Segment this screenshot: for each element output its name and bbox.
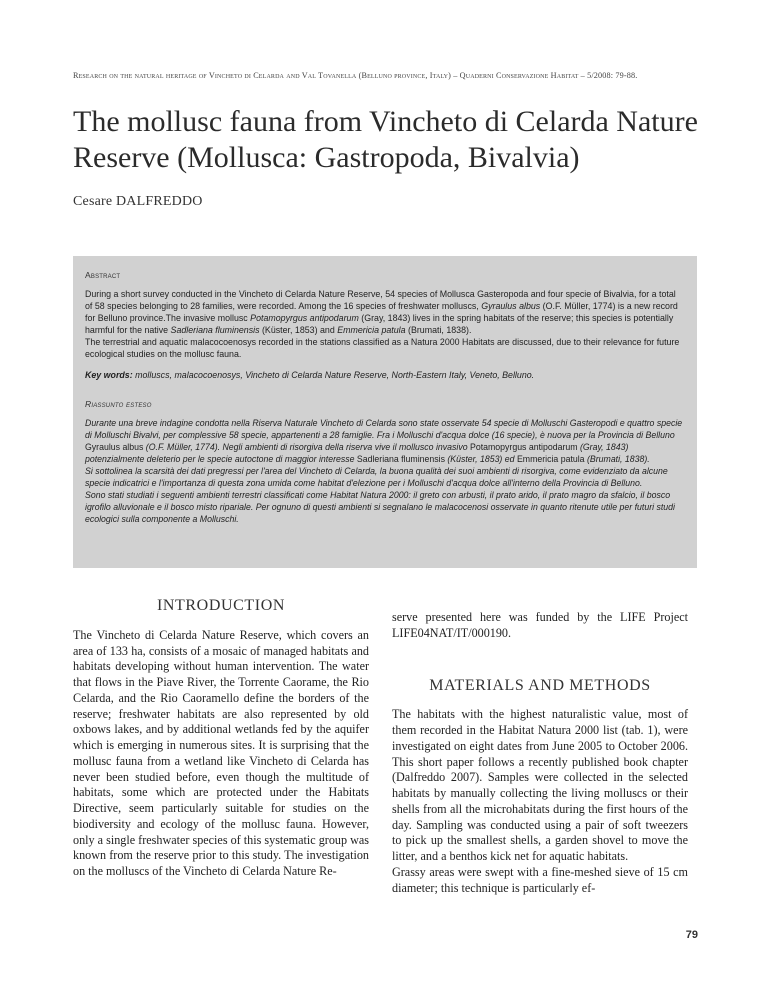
introduction-continuation: serve presented here was funded by the LIFE Project LIFE04NAT/IT/000190. (392, 610, 688, 640)
riassunto-heading: Riassunto esteso (85, 398, 152, 409)
abstract-text: (Brumati, 1838). (405, 325, 472, 336)
introduction-paragraph: The Vincheto di Celarda Nature Reserve, which covers an area of 133 ha, consists of a mosaic of managed habitats and habitats developing without human intervention. The water that flows in the Piave River, the Torrente Caorame, the Rio Celarda, and the Rio Caoramello define the borders of the reserve; freshwater habitats are also represented by old oxbows lakes, and by additional wetlands fed by the aquifer which is emerging in numerous sites. It is surprising that the mollusc fauna from a wetland like Vincheto di Celarda has never been studied before, even though the multitude of habitats, some which are protected under the Habitats Directive, seem particularly suitable for studies on the biodiversity and ecology of the mollusc fauna. However, only a single freshwater species of this systematic group was known from the reserve prior to this study. The investigation on the molluscs of the Vincheto di Celarda Nature Re- (73, 627, 369, 878)
materials-heading: MATERIALS AND METHODS (429, 676, 651, 694)
riassunto-paragraph-1 (85, 417, 685, 465)
left-column (73, 598, 369, 880)
species-name: Gyraulus albus (481, 301, 541, 312)
abstract-box (73, 256, 697, 568)
riassunto-paragraph-2: Si sottolinea la scarsità dei dati pregressi per l'area del Vincheto di Celarda, la buona qualità dei suoi ambienti di risorgiva, come evidenziato da alcune specie indicatrici e l'importanza di questa zona umida come habitat d'elezione per i Molluschi d'acqua dolce all'interno della Provincia di Belluno. (85, 465, 668, 488)
species-name: Potamopyrgus antipodarum (470, 441, 578, 452)
species-name: Emmericia patula (337, 325, 406, 336)
species-name: Sadleriana fluminensis (356, 453, 445, 464)
abstract-heading: Abstract (85, 270, 121, 280)
riassunto-text: (Brumati, 1838). (584, 453, 650, 464)
riassunto-paragraph-3: Sono stati studiati i seguenti ambienti terrestri classificati come Habitat Natura 2000: il greto con arbusti, il prato arido, il prato magro da sfalcio, il bosco igrofilo alluvionale e il bosco misto ripariale. Per ognuno di questi ambienti si segnalano le malacocenosi osservate in quanto ritenute utile per futuri studi ecologici sulla componente a Molluschi. (85, 489, 675, 524)
abstract-text: (O.F. Müller, 1774) is a new record for Belluno province.The invasive mollusc (85, 301, 678, 324)
materials-paragraph-2: Grassy areas were swept with a fine-meshed sieve of 15 cm diameter; this technique is particularly ef- (392, 864, 688, 895)
abstract-text: (Gray, 1843) lives in the spring habitats of the reserve; this species is potentially harmful for the native (85, 313, 674, 336)
species-name: Potamopyrgus antipodarum (250, 313, 359, 324)
riassunto-text: (Küster, 1853) ed (444, 453, 517, 464)
keywords-text: molluscs, malacocoenosys, Vincheto di Celarda Nature Reserve, North-Eastern Italy, Veneto, Belluno. (132, 369, 535, 380)
abstract-text: During a short survey conducted in the Vincheto di Celarda Nature Reserve, 54 species of Mollusca Gasteropoda and four specie of Bivalvia, for a total of 58 species belonging to 28 families, were recorded. Among the 16 species of freshwater molluscs, (85, 289, 676, 312)
introduction-heading: INTRODUCTION (156, 597, 286, 614)
abstract-paragraph-2: The terrestrial and aquatic malacocoenosys recorded in the stations classified as a Natura 2000 Habitats are discussed, due to their relevance for future ecological studies on the mollusc fauna. (85, 337, 680, 360)
species-name: Gyraulus albus (85, 441, 144, 452)
paper-title: The mollusc fauna from Vincheto di Celarda Nature Reserve (Mollusca: Gastropoda, Bivalvia) (73, 105, 698, 174)
species-name: Emmericia patula (516, 453, 585, 464)
riassunto-text: Durante una breve indagine condotta nella Riserva Naturale Vincheto di Celarda sono state osservate 54 specie di Molluschi Gasteropodi e quattro specie di Molluschi Bivalvi, per complessive 58 specie, appartenenti a 28 famiglie. Fra i Molluschi d'acqua dolce (16 specie), è nuova per la Provincia di Belluno (85, 417, 683, 440)
page-number: 79 (685, 929, 698, 941)
abstract-paragraph-1 (85, 288, 685, 336)
running-head: Research on the natural heritage of Vincheto di Celarda and Val Tovanella (Belluno province, Italy) – Quaderni Conservazione Habitat – 5/2008: 79-88. (73, 71, 638, 80)
species-name: Sadleriana fluminensis (170, 325, 260, 336)
abstract-text: (Küster, 1853) and (259, 325, 338, 336)
right-column (392, 598, 688, 896)
keywords-label: Key words: (85, 369, 133, 380)
keywords (85, 369, 685, 381)
author: Cesare DALFREDDO (73, 194, 203, 209)
riassunto-text: (Gray, 1843) potenzialmente deleterio per le specie autoctone di maggior interesse (85, 441, 629, 464)
materials-paragraph-1: The habitats with the highest naturalistic value, most of them recorded in the Habitat Natura 2000 list (tab. 1), were investigated on eight dates from June 2005 to October 2006. This short paper follows a recently published book chapter (Dalfreddo 2007). Samples were collected in the selected habitats by manually collecting the living molluscs or their shells from all the microhabitats during the first hours of the day. Sampling was conducted using a pair of soft tweezers to pick up the smallest shells, a garden shovel to move the litter, and a benthos kick net for aquatic habitats. (392, 707, 688, 863)
riassunto-text: (O.F. Müller, 1774). Negli ambienti di risorgiva della riserva vive il mollusco invasivo (143, 441, 471, 452)
